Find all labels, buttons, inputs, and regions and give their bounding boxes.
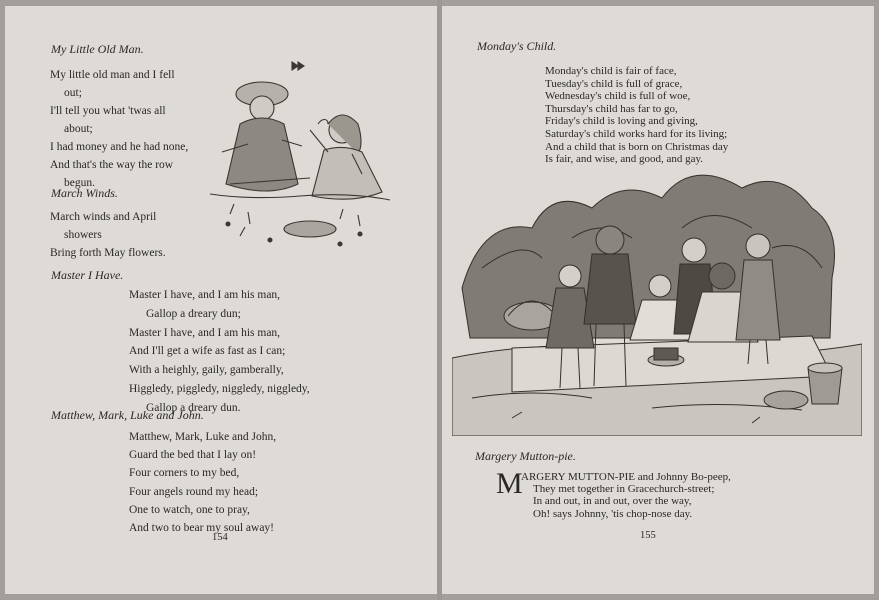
verse-line: March winds and April <box>50 211 157 223</box>
verse-line: One to watch, one to pray, <box>129 503 250 516</box>
verse-line: ARGERY MUTTON-PIE and Johnny Bo-peep, <box>521 471 731 483</box>
verse-line: Master I have, and I am his man, <box>129 289 281 301</box>
verse-line: Monday's child is fair of face, <box>545 65 677 77</box>
poem-body-master-i-have <box>129 286 310 418</box>
poem-body-mondays-child <box>545 65 728 166</box>
page-number-right: 155 <box>640 530 656 541</box>
verse-line: Tuesday's child is full of grace, <box>545 77 683 90</box>
poem-title-march-winds: March Winds. <box>51 186 118 200</box>
verse-line: begun. <box>64 177 95 189</box>
verse-line: Four angels round my head; <box>129 485 259 498</box>
verse-line: out; <box>64 87 82 99</box>
right-page <box>442 6 874 594</box>
verse-line: And two to bear my soul away! <box>129 522 274 535</box>
verse-line: Oh! says Johnny, 'tis chop-nose day. <box>533 507 693 520</box>
illustration-children-picnic <box>452 168 862 436</box>
verse-line: Four corners to my bed, <box>129 467 240 480</box>
verse-line: Friday's child is loving and giving, <box>545 115 698 128</box>
verse-line: In and out, in and out, over the way, <box>533 495 692 508</box>
verse-line: Bring forth May flowers. <box>50 247 166 259</box>
left-page <box>5 6 437 594</box>
poem-title-mondays-child: Monday's Child. <box>477 39 557 53</box>
verse-line: Thursday's child has far to go, <box>545 102 678 115</box>
poem-title-master-i-have: Master I Have. <box>51 268 124 282</box>
drop-cap: M <box>496 467 523 500</box>
verse-line: I'll tell you what 'twas all <box>50 105 166 117</box>
verse-line: Higgledy, piggledy, niggledy, niggledy, <box>129 382 310 395</box>
verse-line: Wednesday's child is full of woe, <box>545 90 691 103</box>
verse-line: And that's the way the row <box>50 159 174 171</box>
verse-line: I had money and he had none, <box>50 141 189 153</box>
poem-body-matthew-mark <box>129 428 276 537</box>
verse-line: about; <box>64 123 93 135</box>
verse-line: And a child that is born on Christmas day <box>545 140 729 153</box>
verse-line: Gallop a dreary dun. <box>146 401 241 414</box>
illustration-children-quarrel <box>200 54 395 254</box>
verse-line: They met together in Gracechurch-street; <box>533 483 715 496</box>
verse-line: Saturday's child works hard for its living; <box>545 127 728 140</box>
verse-line: Master I have, and I am his man, <box>129 326 281 339</box>
verse-line: Matthew, Mark, Luke and John, <box>129 431 277 443</box>
verse-line: Gallop a dreary dun; <box>146 307 241 320</box>
poem-body-march-winds <box>50 208 166 262</box>
poem-body-margery-mutton-pie <box>521 471 731 520</box>
poem-title-margery-mutton-pie: Margery Mutton-pie. <box>475 449 576 463</box>
poem-body-my-little-old-man <box>50 66 188 192</box>
verse-line: showers <box>64 229 102 241</box>
poem-title-my-little-old-man: My Little Old Man. <box>51 42 144 56</box>
verse-line: My little old man and I fell <box>50 69 175 81</box>
verse-line: Guard the bed that I lay on! <box>129 449 257 462</box>
verse-line: And I'll get a wife as fast as I can; <box>129 345 286 358</box>
verse-line: With a heighly, gaily, gamberally, <box>129 364 284 377</box>
page-number-left: 154 <box>212 532 228 543</box>
verse-line: Is fair, and wise, and good, and gay. <box>545 153 703 166</box>
poem-title-matthew-mark: Matthew, Mark, Luke and John. <box>51 408 204 422</box>
